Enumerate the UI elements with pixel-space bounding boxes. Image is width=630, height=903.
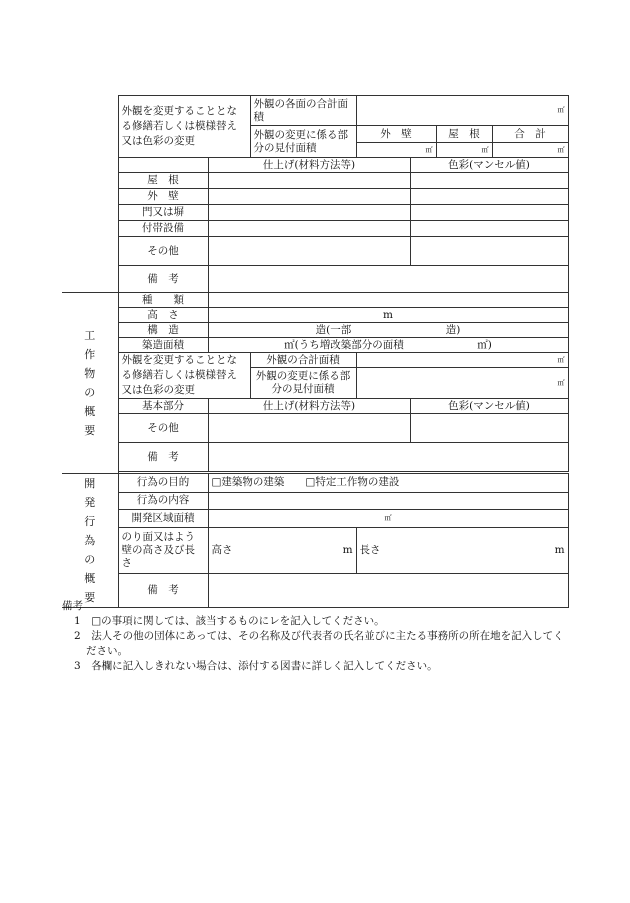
unit-m: m xyxy=(383,308,393,321)
structure-other-color-value[interactable] xyxy=(410,414,568,443)
development-section-label xyxy=(62,474,118,608)
note-text: □の事項に関しては、該当するものにレを記入してください。 xyxy=(91,615,385,627)
structure-other-label: その他 xyxy=(118,414,208,443)
structure-base-part-label: 基本部分 xyxy=(118,399,208,414)
equipment-color-value[interactable] xyxy=(410,221,568,237)
row-exterior-wall-label: 外 壁 xyxy=(118,189,208,205)
exterior-wall-area-value[interactable] xyxy=(356,143,436,158)
note-item xyxy=(62,659,568,674)
application-form xyxy=(62,95,568,608)
development-area-value[interactable] xyxy=(208,510,568,527)
building-finish-header: 仕上げ(材料方法等) xyxy=(208,158,410,173)
note-number: 2 xyxy=(74,630,81,642)
structure-building-area-value[interactable]: ㎡(うち増改築部分の面積 ㎡) xyxy=(208,338,568,353)
unit-m2: ㎡ xyxy=(557,378,565,387)
structure-height-label: 高 さ xyxy=(118,308,208,323)
building-remarks-label: 備 考 xyxy=(118,266,208,293)
unit-m2: ㎡ xyxy=(425,145,433,154)
unit-m2: ㎡ xyxy=(557,355,565,364)
building-remarks-value[interactable] xyxy=(208,266,568,293)
length-label: 長さ xyxy=(359,543,381,556)
structure-building-area-label: 築造面積 xyxy=(118,338,208,353)
structure-area-change-label: 外観の変更に係る部分の見付面積 xyxy=(250,368,356,399)
unit-m2: ㎡ xyxy=(481,145,489,154)
development-slope-label: のり面又はよう壁の高さ及び長さ xyxy=(118,527,208,574)
unit-m2: ㎡ xyxy=(384,513,392,522)
header-empty xyxy=(118,158,208,173)
note-number: 1 xyxy=(74,615,81,627)
development-purpose-options xyxy=(208,474,568,493)
equipment-finish-value[interactable] xyxy=(208,221,410,237)
development-content-label: 行為の内容 xyxy=(118,492,208,509)
unit-m: m xyxy=(554,543,565,556)
development-length-value[interactable] xyxy=(356,527,568,574)
building-area-total-label: 外観の各面の合計面積 xyxy=(250,96,356,126)
col-total: 合 計 xyxy=(492,126,568,143)
other-finish-value[interactable] xyxy=(208,237,410,266)
total-area-value[interactable] xyxy=(492,143,568,158)
structure-finish-header: 仕上げ(材料方法等) xyxy=(208,399,410,414)
structure-type-label: 種 類 xyxy=(118,293,208,308)
row-equipment-label: 付帯設備 xyxy=(118,221,208,237)
unit-m2: ㎡ xyxy=(557,145,565,154)
structure-type-value[interactable] xyxy=(208,293,568,308)
gate-fence-finish-value[interactable] xyxy=(208,205,410,221)
roof-color-value[interactable] xyxy=(410,173,568,189)
building-area-change-label: 外観の変更に係る部分の見付面積 xyxy=(250,126,356,158)
structure-color-header: 色彩(マンセル値) xyxy=(410,399,568,414)
option-building-construction[interactable]: □建築物の建築 xyxy=(211,476,285,489)
development-section-title: 開発行為の概要 xyxy=(84,477,96,604)
row-other-label: その他 xyxy=(118,237,208,266)
structure-other-finish-value[interactable] xyxy=(208,414,410,443)
notes xyxy=(62,599,568,674)
development-remarks-label: 備 考 xyxy=(118,574,208,608)
building-section-cell xyxy=(62,96,118,293)
note-number: 3 xyxy=(74,660,81,672)
note-item xyxy=(62,629,568,659)
row-gate-fence-label: 門又は塀 xyxy=(118,205,208,221)
exterior-wall-finish-value[interactable] xyxy=(208,189,410,205)
unit-m: m xyxy=(342,543,353,556)
other-color-value[interactable] xyxy=(410,237,568,266)
structure-remarks-label: 備 考 xyxy=(118,443,208,472)
note-text: 法人その他の団体にあっては、その名称及び代表者の氏名並びに主たる事務所の所在地を記入してください。 xyxy=(86,630,564,657)
development-area-label: 開発区域面積 xyxy=(118,510,208,527)
structure-construction-value[interactable]: 造(一部 造) xyxy=(208,323,568,338)
structure-area-total-value[interactable] xyxy=(356,353,568,368)
note-item xyxy=(62,614,568,629)
building-area-total-value[interactable] xyxy=(356,96,568,126)
exterior-wall-color-value[interactable] xyxy=(410,189,568,205)
row-roof-label: 屋 根 xyxy=(118,173,208,189)
development-purpose-label: 行為の目的 xyxy=(118,474,208,493)
structure-section-label xyxy=(62,293,118,474)
development-content-value[interactable] xyxy=(208,492,568,509)
structure-section-title: 工作物の概要 xyxy=(84,329,96,437)
form-table xyxy=(62,95,569,608)
height-label: 高さ xyxy=(211,543,233,556)
option-specific-structure[interactable]: □特定工作物の建設 xyxy=(305,476,400,489)
structure-remarks-value[interactable] xyxy=(208,443,568,472)
structure-construction-label: 構 造 xyxy=(118,323,208,338)
note-text: 各欄に記入しきれない場合は、添付する図書に詳しく記入してください。 xyxy=(91,660,438,672)
building-color-header: 色彩(マンセル値) xyxy=(410,158,568,173)
roof-finish-value[interactable] xyxy=(208,173,410,189)
col-exterior-wall: 外 壁 xyxy=(356,126,436,143)
notes-title: 備考 xyxy=(62,600,83,612)
unit-m2: ㎡ xyxy=(557,106,565,114)
building-exterior-change-label: 外観を変更することとなる修繕若しくは模様替え又は色彩の変更 xyxy=(118,96,250,158)
gate-fence-color-value[interactable] xyxy=(410,205,568,221)
col-roof: 屋 根 xyxy=(436,126,492,143)
structure-area-change-value[interactable] xyxy=(356,368,568,399)
development-height-value[interactable] xyxy=(208,527,356,574)
structure-exterior-change-label: 外観を変更することとなる修繕若しくは模様替え又は色彩の変更 xyxy=(118,353,250,399)
roof-area-value[interactable] xyxy=(436,143,492,158)
structure-area-total-label: 外観の合計面積 xyxy=(250,353,356,368)
structure-height-value[interactable] xyxy=(208,308,568,323)
